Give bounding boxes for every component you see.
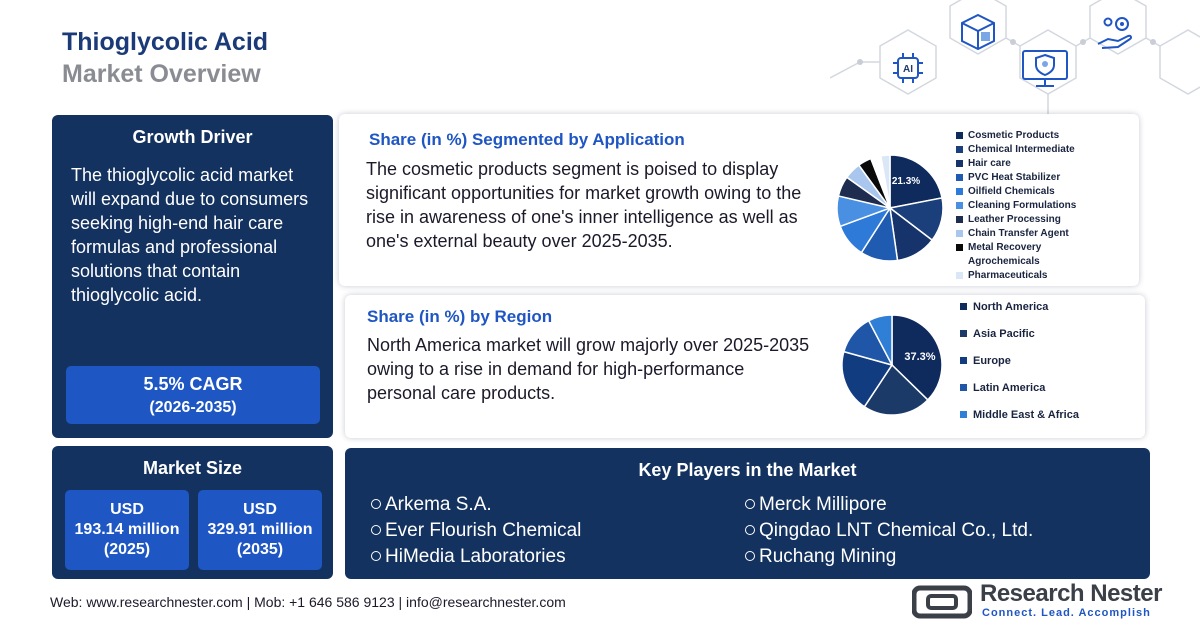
key-player-item (371, 518, 581, 544)
footer-contact: Web: www.researchnester.com | Mob: +1 646 586 9123 | info@researchnester.com (50, 594, 566, 610)
legend-label: PVC Heat Stabilizer (968, 171, 1061, 183)
legend-swatch (956, 202, 963, 209)
bullet-circle-icon (371, 499, 381, 509)
key-players-card (345, 448, 1150, 579)
growth-driver-text: The thioglycolic acid market will expand due to consumers seeking high-end hair care formulas and professional solutions that contain thioglycolic acid. (71, 165, 309, 305)
legend-swatch (956, 132, 963, 139)
legend-item (956, 254, 1076, 268)
legend-label: Leather Processing (968, 213, 1061, 225)
market-size-2035-box (198, 490, 322, 570)
shield-monitor-icon (1020, 45, 1070, 89)
bullet-circle-icon (745, 525, 755, 535)
legend-swatch (960, 330, 967, 337)
region-legend (960, 293, 1079, 428)
legend-swatch (960, 384, 967, 391)
key-player-name: Ever Flourish Chemical (385, 520, 582, 541)
application-title: Share (in %) Segmented by Application (369, 130, 685, 149)
legend-label: Europe (973, 354, 1011, 367)
legend-item (956, 226, 1076, 240)
market-size-value: 329.91 million (207, 521, 313, 538)
legend-item (960, 401, 1079, 428)
legend-swatch (956, 258, 963, 265)
research-nester-logo-icon (912, 584, 972, 620)
legend-label: Latin America (973, 381, 1046, 394)
market-size-title: Market Size (142, 458, 243, 478)
region-panel (345, 295, 1145, 438)
legend-swatch (956, 216, 963, 223)
legend-label: Cosmetic Products (968, 129, 1060, 141)
market-size-2025-box (65, 490, 189, 570)
page-subtitle: Market Overview (62, 60, 261, 88)
region-pie-slices (842, 315, 942, 415)
key-player-name: Merck Millipore (759, 494, 887, 515)
region-text: North America market will grow majorly over 2025-2035 owing to a rise in demand for high-performance personal care products. (367, 335, 810, 403)
market-size-year: (2025) (103, 541, 151, 558)
legend-label: Middle East & Africa (973, 408, 1079, 421)
growth-driver-title: Growth Driver (132, 127, 253, 147)
legend-label: Chain Transfer Agent (968, 227, 1069, 239)
key-player-item (745, 492, 1033, 518)
legend-item (960, 320, 1079, 347)
region-pie-chart (838, 313, 948, 417)
legend-swatch (956, 160, 963, 167)
legend-item (956, 142, 1076, 156)
legend-swatch (956, 146, 963, 153)
key-players-left-list (371, 492, 581, 570)
region-title: Share (in %) by Region (367, 307, 553, 326)
legend-swatch (960, 303, 967, 310)
legend-item (960, 293, 1079, 320)
legend-label: Pharmaceuticals (968, 269, 1048, 281)
key-player-name: Qingdao LNT Chemical Co., Ltd. (759, 520, 1034, 541)
ai-chip-icon (890, 50, 926, 86)
application-pie-slices (837, 155, 943, 261)
market-size-currency: USD (243, 501, 277, 518)
key-player-item (371, 492, 581, 518)
key-player-item (745, 518, 1033, 544)
legend-swatch (960, 357, 967, 364)
hex-network-decoration (830, 0, 1200, 130)
gear-hand-icon (1094, 12, 1138, 52)
legend-item (956, 198, 1076, 212)
key-player-name: Ruchang Mining (759, 546, 897, 567)
legend-item (956, 170, 1076, 184)
application-pie-chart (834, 152, 946, 264)
bullet-circle-icon (745, 499, 755, 509)
legend-swatch (956, 244, 963, 251)
cagr-value: 5.5% CAGR (143, 374, 243, 394)
legend-swatch (956, 188, 963, 195)
application-pie-label: 21.3% (891, 176, 921, 187)
key-players-title: Key Players in the Market (638, 460, 857, 480)
legend-label: Asia Pacific (973, 327, 1035, 340)
legend-item (960, 347, 1079, 374)
growth-driver-card (52, 115, 333, 438)
market-size-currency: USD (110, 501, 144, 518)
bullet-circle-icon (745, 551, 755, 561)
legend-item (956, 156, 1076, 170)
brand-name: Research Nester (980, 580, 1162, 607)
market-size-card (52, 446, 333, 579)
legend-label: Metal Recovery (968, 241, 1042, 253)
key-player-name: Arkema S.A. (385, 494, 492, 515)
market-size-year: (2035) (236, 541, 284, 558)
key-player-name: HiMedia Laboratories (385, 546, 566, 567)
ai-chip-label: AI (903, 64, 913, 75)
legend-item (956, 268, 1076, 282)
legend-label: Oilfield Chemicals (968, 185, 1055, 197)
page-title: Thioglycolic Acid (62, 28, 269, 56)
brand-tagline: Connect. Lead. Accomplish (982, 607, 1151, 619)
cagr-box (66, 366, 320, 424)
bullet-circle-icon (371, 525, 381, 535)
legend-swatch (956, 174, 963, 181)
legend-item (956, 128, 1076, 142)
legend-label: Cleaning Formulations (968, 199, 1077, 211)
legend-item (956, 212, 1076, 226)
region-pie-label: 37.3% (904, 351, 936, 363)
application-panel (339, 114, 1139, 286)
legend-label: North America (973, 300, 1049, 313)
legend-item (960, 374, 1079, 401)
bullet-circle-icon (371, 551, 381, 561)
legend-swatch (956, 230, 963, 237)
legend-swatch (960, 411, 967, 418)
legend-swatch (956, 272, 963, 279)
key-player-item (745, 544, 1033, 570)
legend-label: Agrochemicals (968, 255, 1040, 267)
legend-label: Chemical Intermediate (968, 143, 1075, 155)
application-text: The cosmetic products segment is poised to display significant opportunities for market growth owing to the rise in awareness of one's inner intelligence as well as one's external beauty over 2025-2035. (366, 159, 802, 251)
legend-label: Hair care (968, 157, 1011, 169)
key-player-item (371, 544, 581, 570)
key-players-right-list (745, 492, 1033, 570)
legend-item (956, 184, 1076, 198)
application-legend (956, 128, 1076, 282)
market-size-value: 193.14 million (74, 521, 180, 538)
cagr-period: (2026-2035) (149, 399, 237, 416)
cube-box-icon (956, 12, 1000, 52)
legend-item (956, 240, 1076, 254)
